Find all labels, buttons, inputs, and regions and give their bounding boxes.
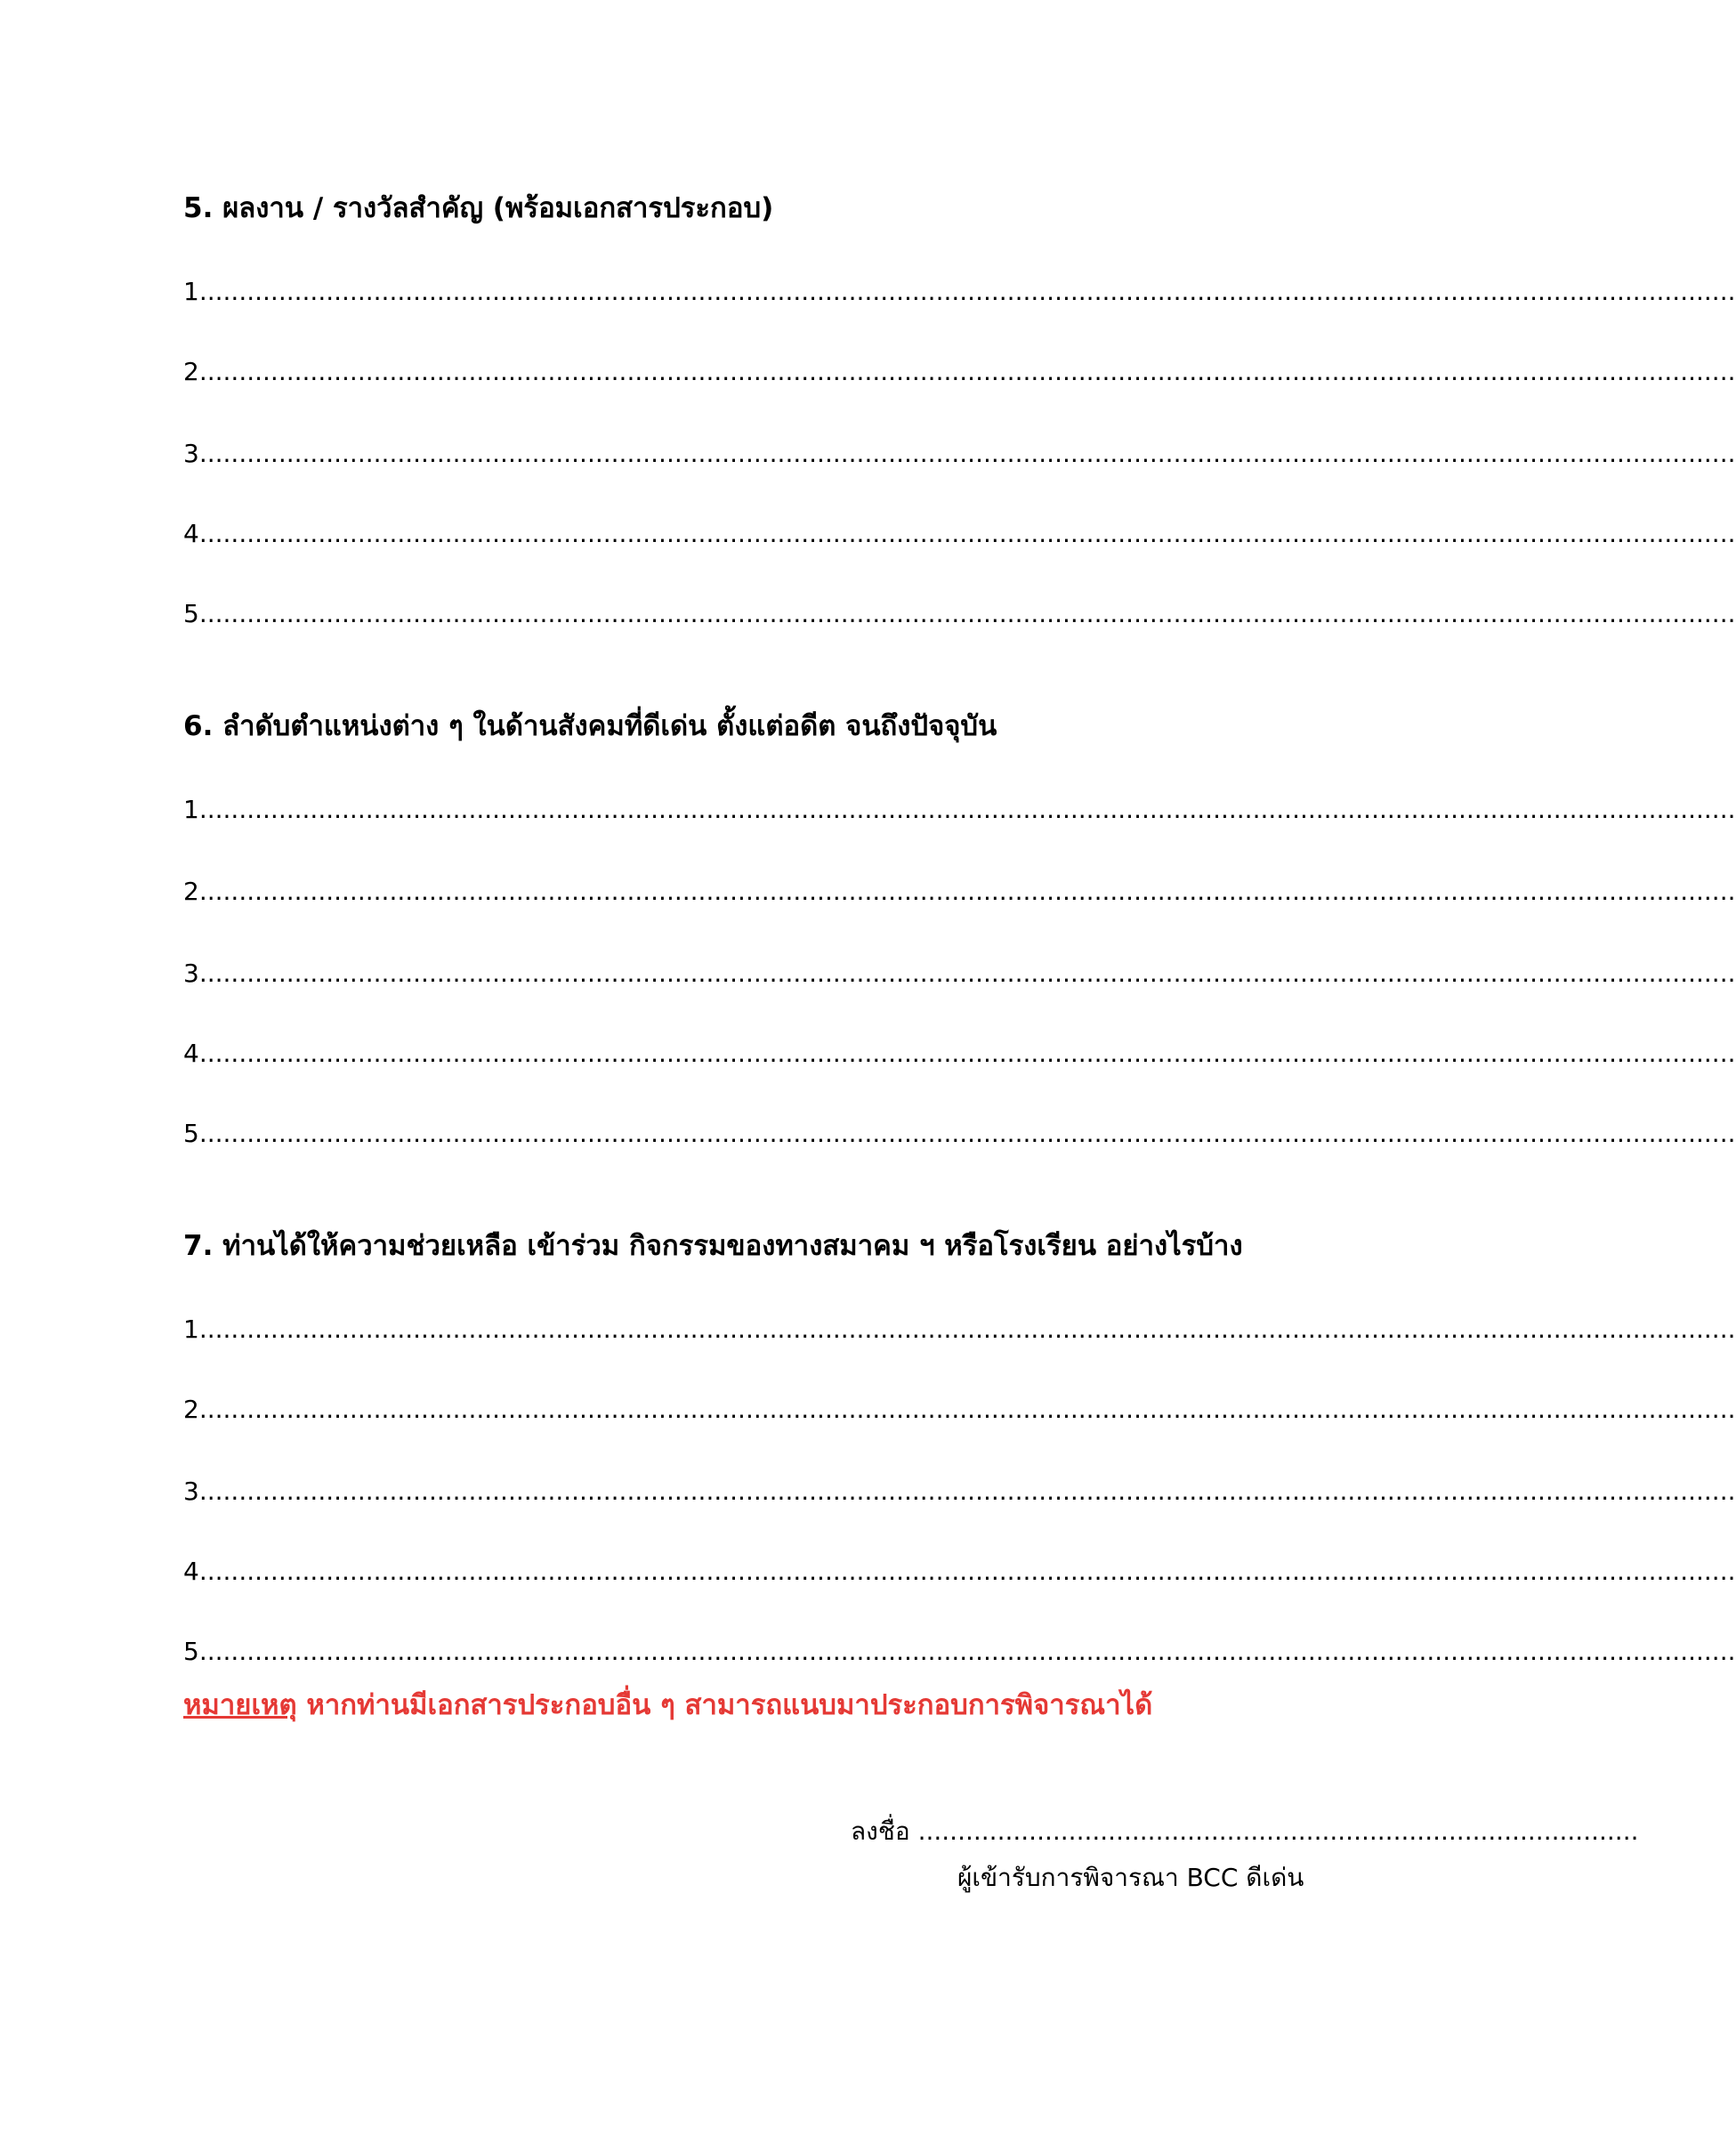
section-5-line-5[interactable] <box>183 598 1736 630</box>
section-6-line-5[interactable] <box>183 1118 1736 1150</box>
blank-leader: .................................................................................................................................................................................................. <box>198 1315 1736 1344</box>
blank-leader: .................................................................................................................................................................................................. <box>198 519 1736 548</box>
line-number: 1 <box>183 1315 199 1344</box>
line-number: 4 <box>183 519 199 548</box>
line-number: 2 <box>183 357 199 386</box>
blank-leader: .................................................................................................................................................................................................. <box>198 877 1736 906</box>
line-number: 5 <box>183 599 199 628</box>
line-number: 5 <box>183 1637 199 1666</box>
blank-leader: .................................................................................................................................................................................................. <box>198 1477 1736 1506</box>
blank-leader: .................................................................................................................................................................................................. <box>198 1395 1736 1424</box>
blank-leader: .................................................................................................................................................................................................. <box>198 599 1736 628</box>
note-label: หมายเหตุ <box>183 1689 297 1721</box>
line-number: 4 <box>183 1039 199 1068</box>
line-number: 3 <box>183 439 199 468</box>
signature-leader: ........................................................................................... <box>917 1816 1639 1846</box>
note <box>183 1687 1152 1723</box>
line-number: 5 <box>183 1119 199 1148</box>
section-5-line-2[interactable] <box>183 356 1736 388</box>
blank-leader: .................................................................................................................................................................................................. <box>198 1637 1736 1666</box>
line-number: 1 <box>183 277 199 306</box>
section-7-line-2[interactable] <box>183 1394 1736 1426</box>
signature-label: ลงชื่อ <box>851 1816 918 1846</box>
section-7-line-4[interactable] <box>183 1556 1736 1588</box>
section-5-heading: 5. ผลงาน / รางวัลสำคัญ (พร้อมเอกสารประกอบ) <box>183 192 774 224</box>
section-6-line-3[interactable] <box>183 958 1736 990</box>
section-7-heading: 7. ท่านได้ให้ความช่วยเหลือ เข้าร่วม กิจกรรมของทางสมาคม ฯ หรือโรงเรียน อย่างไรบ้าง <box>183 1230 1243 1262</box>
blank-leader: .................................................................................................................................................................................................. <box>198 1557 1736 1586</box>
section-5-line-1[interactable] <box>183 276 1736 308</box>
section-6-line-2[interactable] <box>183 876 1736 908</box>
section-5-line-3[interactable] <box>183 438 1736 470</box>
blank-leader: .................................................................................................................................................................................................. <box>198 357 1736 386</box>
line-number: 2 <box>183 1395 199 1424</box>
section-6-line-4[interactable] <box>183 1038 1736 1070</box>
blank-leader: .................................................................................................................................................................................................. <box>198 1039 1736 1068</box>
blank-leader: .................................................................................................................................................................................................. <box>198 439 1736 468</box>
line-number: 2 <box>183 877 199 906</box>
blank-leader: .................................................................................................................................................................................................. <box>198 277 1736 306</box>
section-6-heading: 6. ลำดับตำแหน่งต่าง ๆ ในด้านสังคมที่ดีเด่น ตั้งแต่อดีต จนถึงปัจจุบัน <box>183 710 997 742</box>
blank-leader: .................................................................................................................................................................................................. <box>198 1119 1736 1148</box>
line-number: 3 <box>183 959 199 988</box>
line-number: 4 <box>183 1557 199 1586</box>
section-7-line-5[interactable] <box>183 1636 1736 1668</box>
section-7-line-3[interactable] <box>183 1476 1736 1508</box>
note-text: หากท่านมีเอกสารประกอบอื่น ๆ สามารถแนบมาประกอบการพิจารณาได้ <box>296 1689 1153 1721</box>
signature-line[interactable] <box>851 1816 1639 1848</box>
section-5-line-4[interactable] <box>183 518 1736 550</box>
section-6-line-1[interactable] <box>183 794 1736 826</box>
signature-caption: ผู้เข้ารับการพิจารณา BCC ดีเด่น <box>957 1863 1304 1892</box>
section-7-line-1[interactable] <box>183 1314 1736 1346</box>
line-number: 1 <box>183 795 199 824</box>
blank-leader: .................................................................................................................................................................................................. <box>198 959 1736 988</box>
blank-leader: .................................................................................................................................................................................................. <box>198 795 1736 824</box>
line-number: 3 <box>183 1477 199 1506</box>
